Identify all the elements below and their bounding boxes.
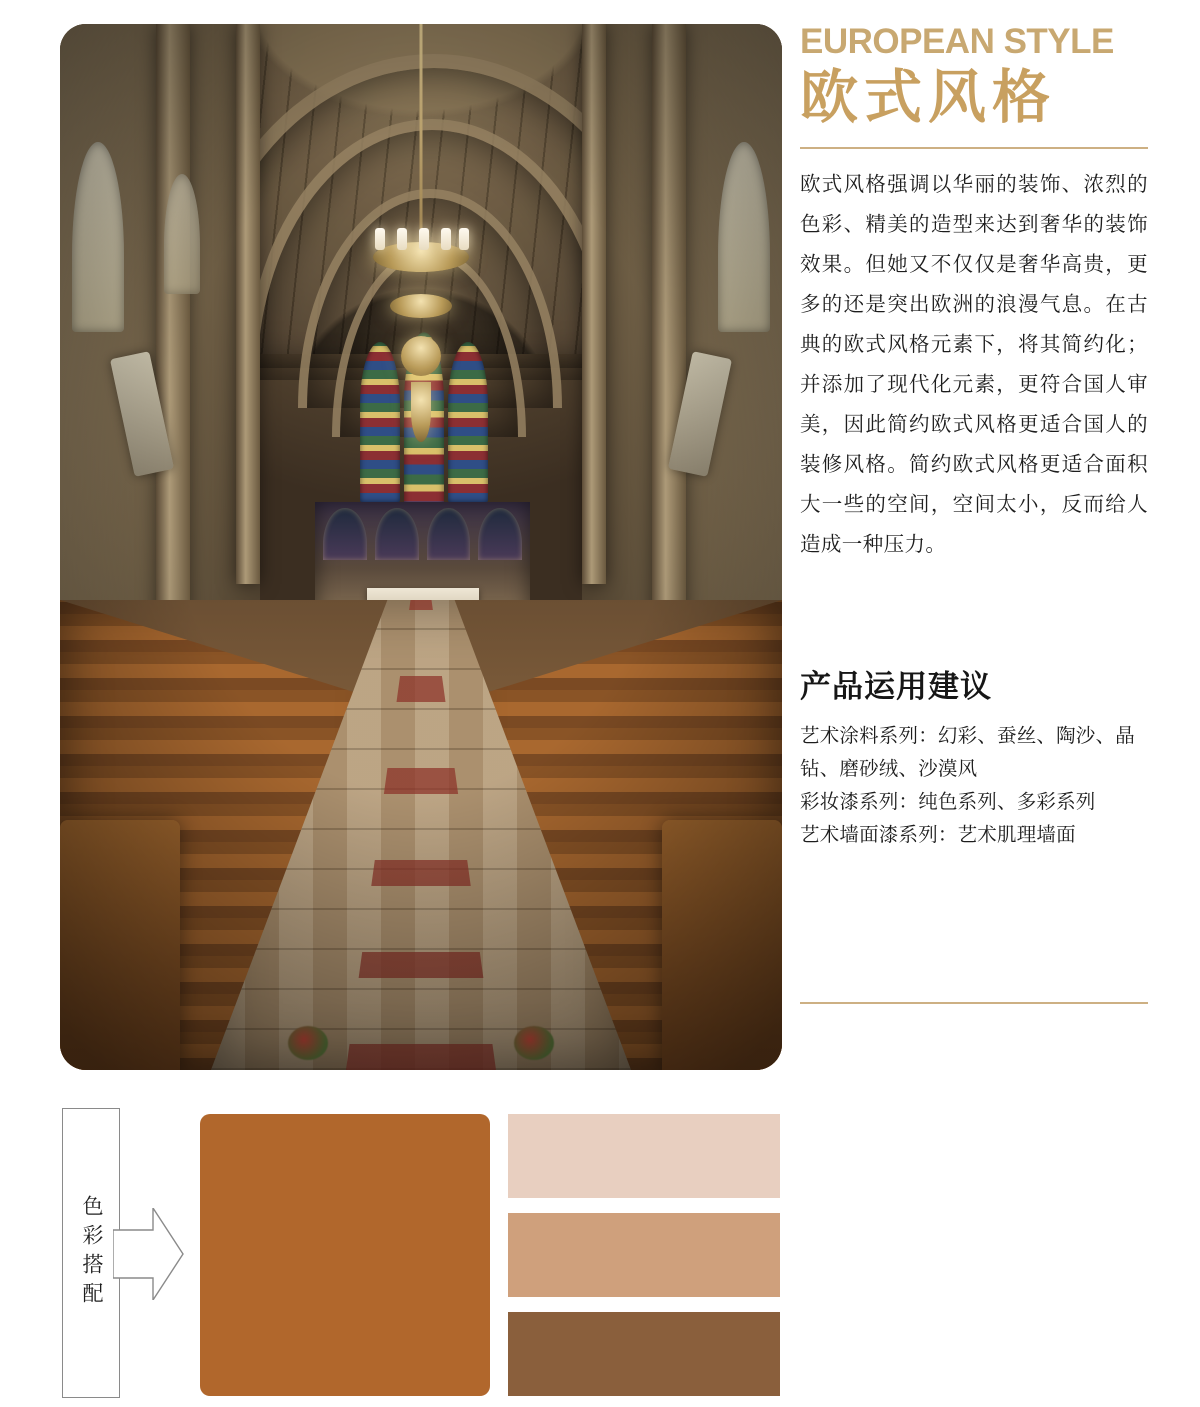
suggestion-line-3: 艺术墙面漆系列：艺术肌理墙面 [800,823,1076,846]
suggestion-line-1: 艺术涂料系列：幻彩、蚕丝、陶沙、晶钻、磨砂绒、沙漠风 [800,724,1135,780]
photo-vignette [60,24,782,1070]
swatch-tint-2 [508,1213,780,1297]
style-description: 欧式风格强调以华丽的装饰、浓烈的色彩、精美的造型来达到奢华的装饰效果。但她又不仅仅是奢华高贵，更多的还是突出欧洲的浪漫气息。在古典的欧式风格元素下，将其简约化；并添加了现代化元素，更符合国人审美，因此简约欧式风格更适合国人的装修风格。简约欧式风格更适合面积大一些的空间，空间太小，反而给人造成一种压力。 [800,172,1148,556]
cathedral-interior-image [60,24,782,1070]
interior-photo-card [60,24,782,1070]
palette-label: 色彩搭配 [80,1195,103,1311]
suggestion-list [800,720,1148,852]
color-palette-section [0,1108,1200,1398]
swatch-main [200,1114,490,1396]
title-chinese: 欧式风格 [800,65,1057,130]
swatch-tint-3 [508,1312,780,1396]
palette-label-box [62,1108,120,1398]
text-column [800,22,1148,1004]
suggestion-line-2: 彩妆漆系列：纯色系列、多彩系列 [800,790,1096,813]
title-english: EUROPEAN STYLE [800,22,1114,61]
swatch-tint-1 [508,1114,780,1198]
title-divider [800,147,1148,149]
arrow-icon [113,1208,185,1300]
bottom-divider [800,1002,1148,1004]
suggestion-heading: 产品运用建议 [800,668,992,704]
